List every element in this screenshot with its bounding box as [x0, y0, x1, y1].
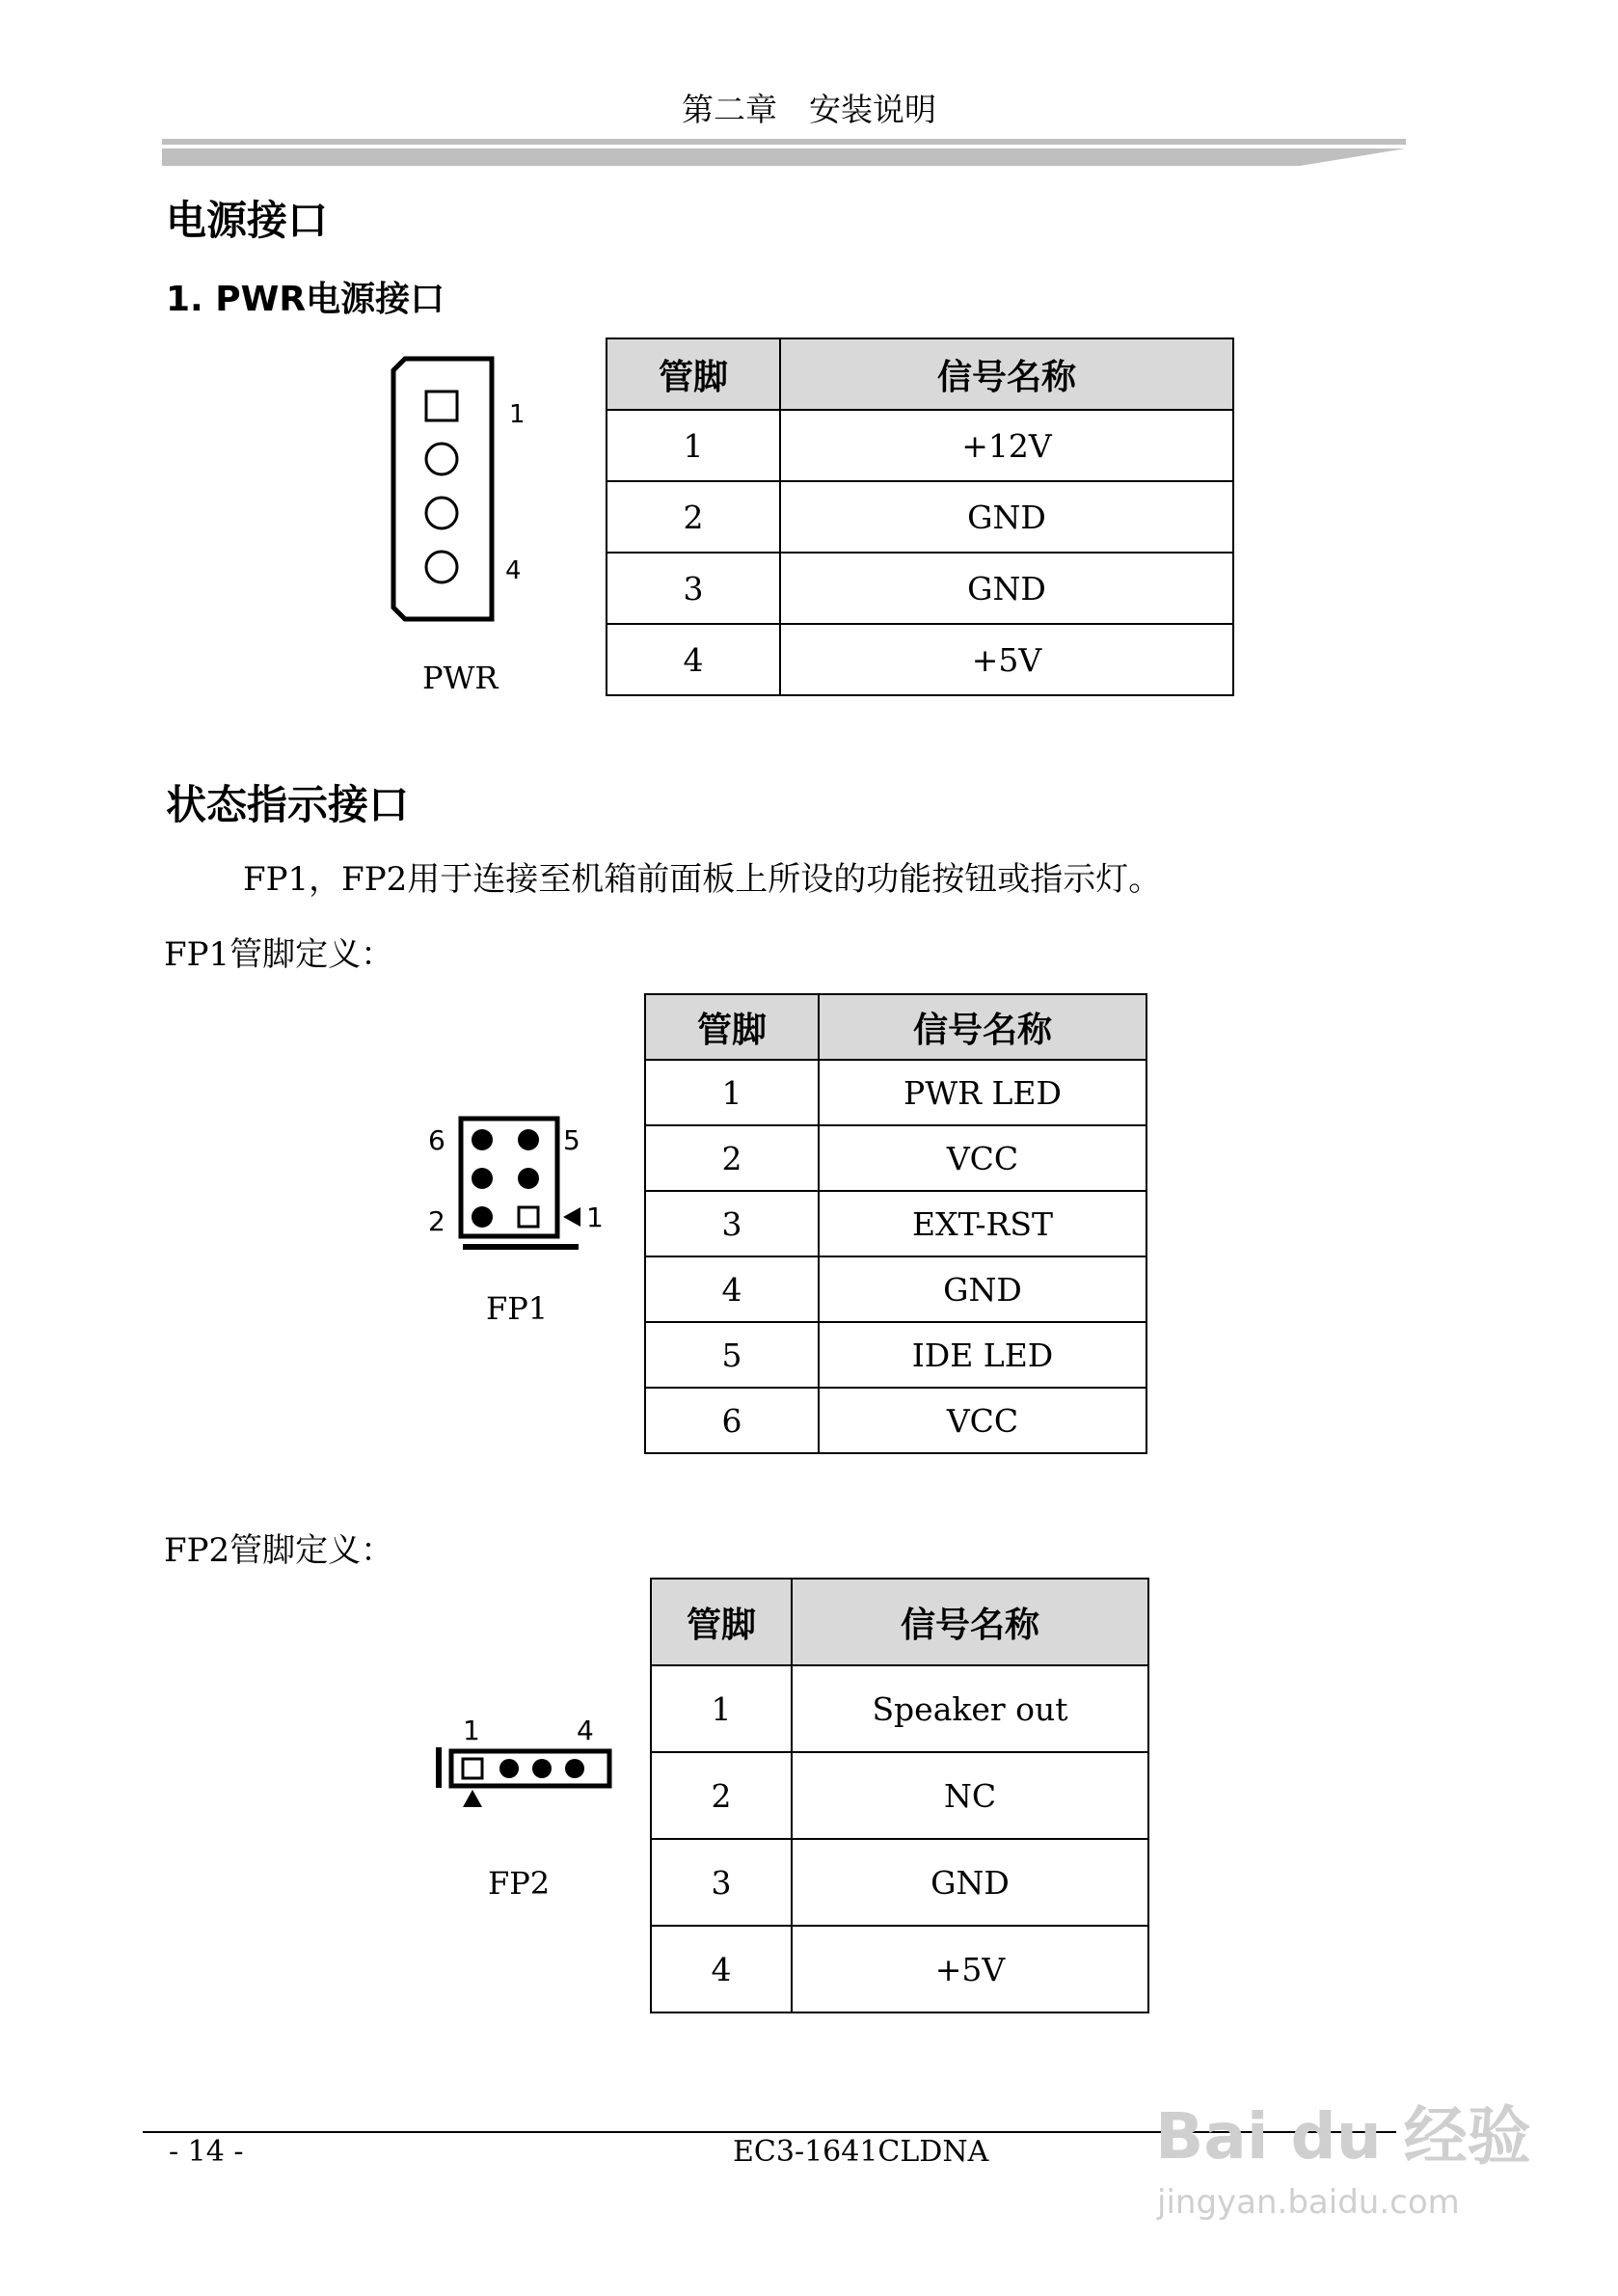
header-rule [162, 139, 1406, 168]
section-heading-power: 电源接口 [166, 197, 329, 244]
pwr-table-header-pin: 管脚 [607, 338, 780, 410]
table-row: 2 VCC [645, 1125, 1146, 1191]
fp2-pin-label-1: 1 [463, 1715, 480, 1746]
fp1-pin-label-5: 5 [563, 1124, 580, 1156]
fp2-pin-label-4: 4 [577, 1715, 594, 1746]
fp1-pin-label-2: 2 [428, 1205, 445, 1237]
pwr-table-header-signal: 信号名称 [780, 338, 1233, 410]
fp2-connector-diagram [430, 1707, 623, 1813]
fp1-caption: FP1 [486, 1290, 549, 1327]
fp2-label: FP2管脚定义： [164, 1531, 394, 1570]
table-row: 1 +12V [607, 410, 1233, 481]
table-row: 1 Speaker out [651, 1665, 1148, 1752]
fp2-pin-table [650, 1578, 1149, 2013]
fp1-label: FP1管脚定义： [164, 935, 394, 974]
table-row: 2 NC [651, 1752, 1148, 1839]
fp1-connector-diagram [420, 1109, 613, 1263]
table-row: 3 EXT-RST [645, 1191, 1146, 1256]
table-row: 3 GND [607, 553, 1233, 624]
section-heading-status: 状态指示接口 [166, 781, 410, 828]
fp1-pin-table [644, 993, 1147, 1454]
table-row: 4 +5V [607, 624, 1233, 695]
fp1-pin-label-6: 6 [428, 1124, 445, 1156]
pwr-pin-label-1: 1 [509, 400, 526, 429]
pwr-connector-diagram [386, 347, 530, 627]
page-header-title: 第二章 安装说明 [682, 91, 936, 128]
footer-model-name: EC3-1641CLDNA [733, 2135, 989, 2169]
table-row: 6 VCC [645, 1388, 1146, 1453]
fp2-table-header-pin: 管脚 [651, 1579, 792, 1665]
pwr-pin-table [606, 338, 1234, 696]
footer-page-number: - 14 - [169, 2135, 244, 2169]
table-row: 1 PWR LED [645, 1060, 1146, 1125]
status-description: FP1，FP2用于连接至机箱前面板上所设的功能按钮或指示灯。 [243, 860, 1162, 899]
pwr-pin-label-4: 4 [505, 556, 522, 585]
table-row: 4 GND [645, 1256, 1146, 1322]
fp1-pin-label-1: 1 [586, 1202, 604, 1233]
fp2-caption: FP2 [488, 1865, 551, 1902]
fp2-table-header-signal: 信号名称 [792, 1579, 1148, 1665]
watermark-url: jingyan.baidu.com [1157, 2183, 1460, 2222]
fp1-table-header-signal: 信号名称 [819, 994, 1146, 1060]
table-row: 4 +5V [651, 1926, 1148, 2012]
pwr-caption: PWR [422, 660, 499, 696]
table-row: 5 IDE LED [645, 1322, 1146, 1388]
fp1-table-header-pin: 管脚 [645, 994, 819, 1060]
subheading-pwr: 1. PWR电源接口 [166, 280, 445, 319]
table-row: 2 GND [607, 481, 1233, 553]
table-row: 3 GND [651, 1839, 1148, 1926]
watermark-brand: Bai du 经验 [1155, 2099, 1531, 2174]
